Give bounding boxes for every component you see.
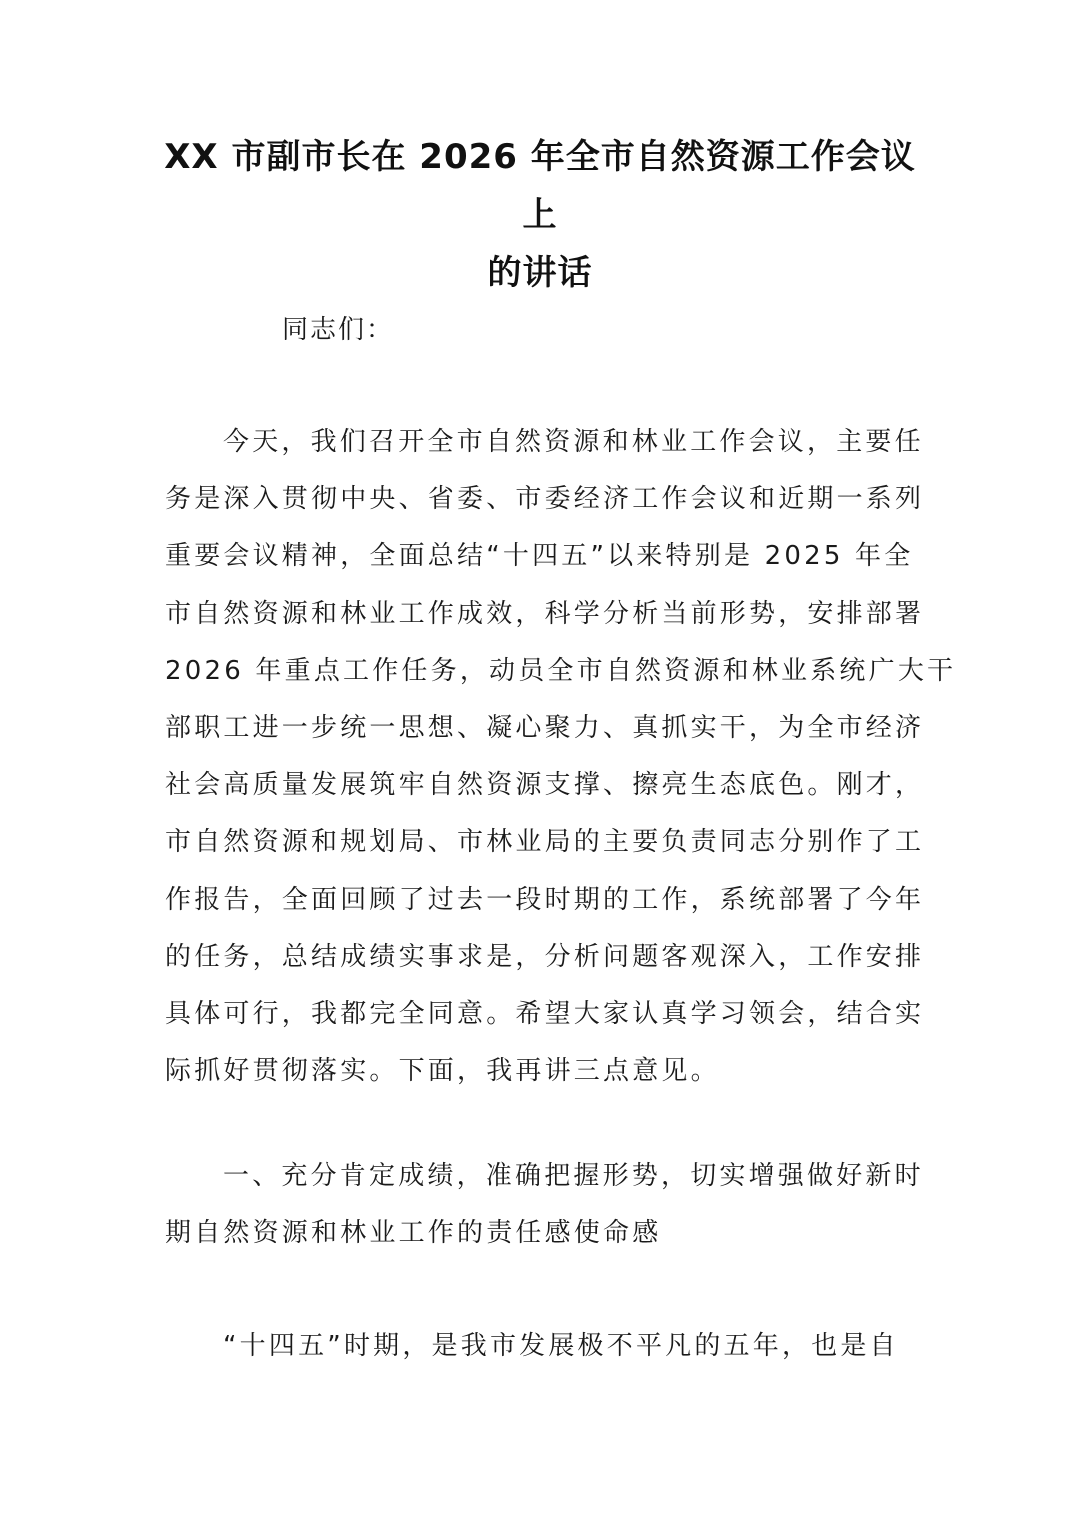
- heading-line: 期自然资源和林业工作的责任感使命感: [165, 1218, 662, 1249]
- salutation: 同志们：: [282, 315, 395, 345]
- opening-paragraph: [165, 414, 957, 1100]
- title-line: XX 市副市长在 2026 年全市自然资源工作会议上: [164, 137, 916, 235]
- heading-line: 一、充分肯定成绩，准确把握形势，切实增强做好新时: [223, 1161, 924, 1191]
- section-heading-1: [165, 1148, 925, 1262]
- paragraph-line: 作报告，全面回顾了过去一段时期的工作，系统部署了今年: [165, 884, 925, 915]
- paragraph-line: 今天，我们召开全市自然资源和林业工作会议，主要任: [223, 427, 924, 457]
- title-line: 的讲话: [487, 253, 593, 293]
- paragraph-line: 社会高质量发展筑牢自然资源支撑、擦亮生态底色。刚才，: [165, 770, 925, 801]
- paragraph-line: 2026 年重点工作任务，动员全市自然资源和林业系统广大干: [165, 655, 957, 686]
- paragraph-line: 部职工进一步统一思想、凝心聚力、真抓实干，为全市经济: [165, 713, 925, 744]
- paragraph-line: 重要会议精神，全面总结“十四五”以来特别是 2025 年全: [165, 541, 914, 572]
- paragraph-line: “十四五”时期，是我市发展极不平凡的五年，也是自: [223, 1331, 899, 1361]
- paragraph-line: 际抓好贯彻落实。下面，我再讲三点意见。: [165, 1056, 720, 1087]
- body-paragraph: [165, 1318, 925, 1375]
- paragraph-line: 务是深入贯彻中央、省委、市委经济工作会议和近期一系列: [165, 484, 925, 515]
- document-title: [150, 128, 930, 302]
- paragraph-line: 市自然资源和规划局、市林业局的主要负责同志分别作了工: [165, 827, 925, 858]
- paragraph-line: 具体可行，我都完全同意。希望大家认真学习领会，结合实: [165, 999, 925, 1030]
- paragraph-line: 的任务，总结成绩实事求是，分析问题客观深入，工作安排: [165, 941, 925, 972]
- paragraph-line: 市自然资源和林业工作成效，科学分析当前形势，安排部署: [165, 598, 925, 629]
